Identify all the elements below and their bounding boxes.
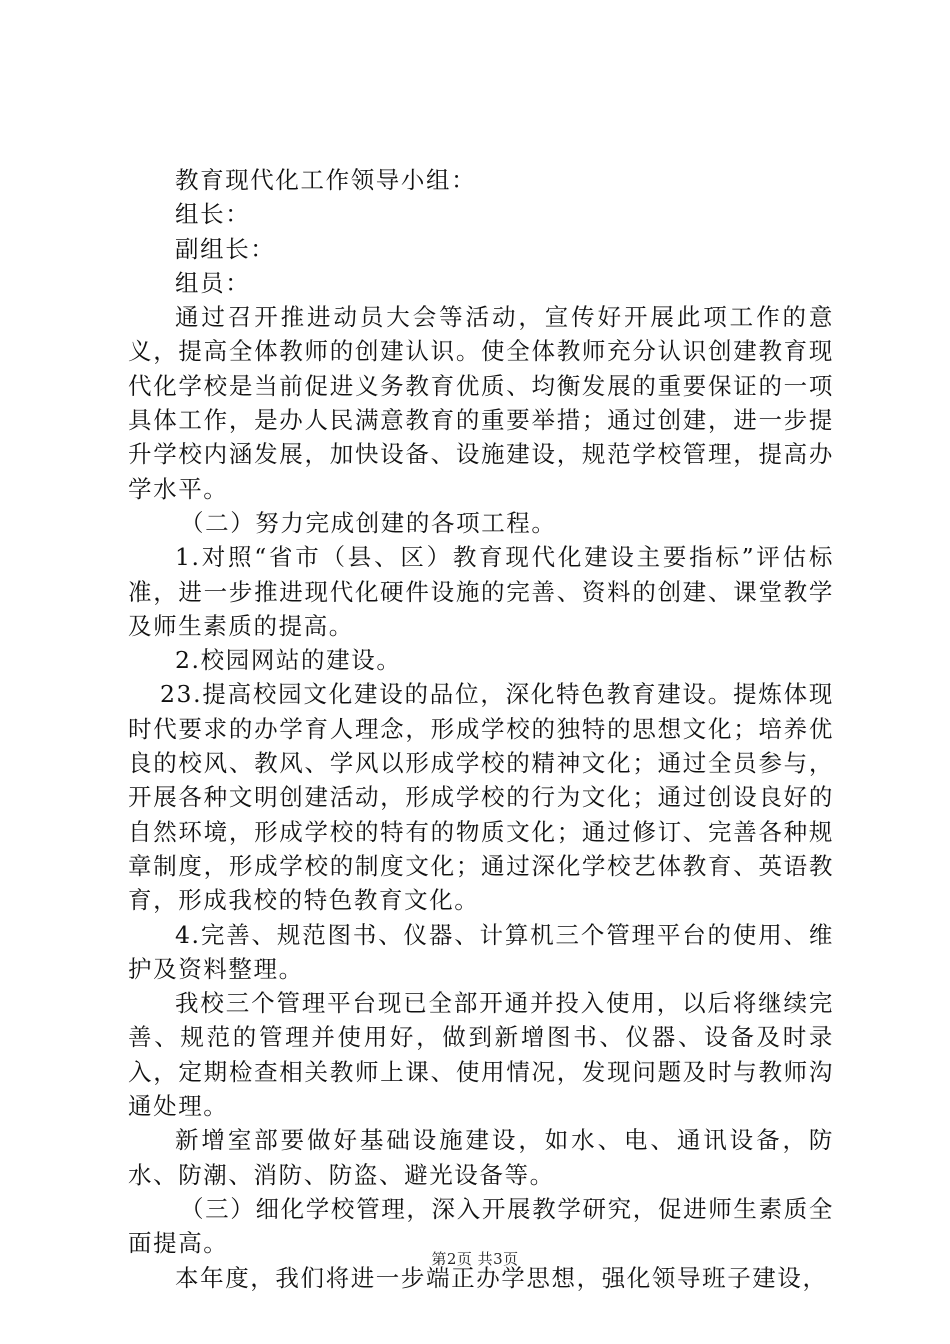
section-heading-3: （三）细化学校管理，深入开展教学研究，促进师生素质全面提高。 [128,1194,834,1258]
paragraph-deputy-leader: 副组长： [175,234,276,263]
paragraph-leadership-group: 教育现代化工作领导小组： [175,166,477,194]
paragraph-item-1: 1.对照“省市（县、区）教育现代化建设主要指标”评估标准，进一步推进现代化硬件设施的完善、资料的创建、课堂教学及师生素质的提高。 [128,543,834,640]
paragraph-this-year: 本年度，我们将进一步端正办学思想，强化领导班子建设， [175,1263,828,1292]
paragraph-item-4: 4.完善、规范图书、仪器、计算机三个管理平台的使用、维护及资料整理。 [128,920,834,983]
document-body [128,163,834,1295]
paragraph-platforms: 我校三个管理平台现已全部开通并投入使用，以后将继续完善、规范的管理并使用好，做到新增图书、仪器、设备及时录入，定期检查相关教师上课、使用情况，发现问题及时与教师沟通处理。 [128,989,834,1121]
paragraph-item-3: 23.提高校园文化建设的品位，深化特色教育建设。提炼体现时代要求的办学育人理念，形成学校的独特的思想文化；培养优良的校风、教风、学风以形成学校的精神文化；通过全员参与，开展各种文明创建活动，形成学校的行为文化；通过创设良好的自然环境，形成学校的特有的物质文化；通过修订、完善各种规章制度，形成学校的制度文化；通过深化学校艺体教育、英语教育，形成我校的特色教育文化。 [128,680,834,915]
paragraph-mobilization: 通过召开推进动员大会等活动，宣传好开展此项工作的意义，提高全体教师的创建认识。使全体教师充分认识创建教育现代化学校是当前促进义务教育优质、均衡发展的重要保证的一项具体工作，是办人民满意教育的重要举措；通过创建，进一步提升学校内涵发展，加快设备、设施建设，规范学校管理，提高办学水平。 [128,303,834,503]
paragraph-group-leader: 组长： [175,200,251,229]
paragraph-new-rooms: 新增室部要做好基础设施建设，如水、电、通讯设备，防水、防潮、消防、防盗、避光设备等。 [128,1126,834,1189]
paragraph-item-2: 2.校园网站的建设。 [175,646,402,675]
page-footer: 第2页 共3页 [431,1250,519,1268]
section-heading-2: （二）努力完成创建的各项工程。 [180,508,557,537]
paragraph-members: 组员： [175,268,251,297]
